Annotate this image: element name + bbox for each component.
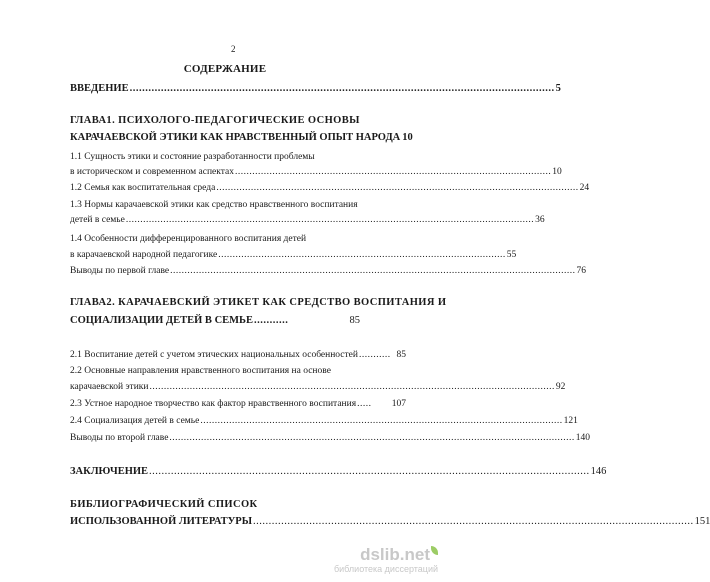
leader-dots: ............................................................................................................................................. [169,433,575,443]
toc-entry-2-2[interactable] [70,381,566,393]
toc-entry-2-1[interactable] [70,349,406,361]
leader-dots: ............................................................................................................................................. [253,516,694,527]
toc-entry-chapter2[interactable] [70,314,406,328]
toc-entry-label: Выводы по второй главе [70,433,169,443]
toc-entry-2-3[interactable] [70,398,406,410]
watermark [334,546,438,574]
leader-dots: .............................................................................................................................. [200,416,563,426]
toc-entry-label: детей в семье [70,215,125,225]
toc-entry-label: карачаевской этики [70,382,149,392]
watermark-brand: dslib.net [360,545,430,564]
toc-page-number: 5 [555,83,561,94]
leader-dots: .............................................................................................................. [235,167,552,177]
toc-page-number: 146 [590,466,607,477]
leaf-icon [431,546,438,555]
leader-dots: ............................................................................................................................................. [149,466,590,477]
toc-page-number: 92 [555,382,566,392]
toc-entry-label: 2.4 Социализация детей в семье [70,416,200,426]
toc-page-number: 10 [402,132,413,143]
chapter1-heading-line1[interactable]: ГЛАВА1. ПСИХОЛОГО-ПЕДАГОГИЧЕСКИЕ ОСНОВЫ [70,115,360,126]
bibliography-heading-line1[interactable]: БИБЛИОГРАФИЧЕСКИЙ СПИСОК [70,499,258,510]
toc-page-number: 36 [535,215,545,225]
watermark-subtitle: библиотека диссертаций [333,564,438,574]
toc-entry-1-4[interactable] [70,249,517,261]
chapter2-heading-line1[interactable]: ГЛАВА2. КАРАЧАЕВСКИЙ ЭТИКЕТ КАК СРЕДСТВО ВОСПИТАНИЯ И [70,297,447,308]
toc-entry-label: в карачаевской народной педагогике [70,250,218,260]
toc-entry-1-4-line1[interactable]: 1.4 Особенности дифференцированного воспитания детей [70,234,307,244]
leader-dots: ..... [357,399,372,409]
leader-dots: ............................................................................................................................................. [170,266,576,276]
leader-dots: ........... [358,350,391,360]
toc-entry-label: ВВЕДЕНИЕ [70,83,129,94]
toc-page-number: 85 [396,350,406,360]
toc-entry-1-2[interactable] [70,182,590,194]
toc-entry-label: ЗАКЛЮЧЕНИЕ [70,466,149,477]
toc-page-number: 85 [349,315,360,326]
toc-page-number: 107 [391,399,406,409]
watermark-logo [334,546,438,564]
toc-page-number: 55 [506,250,517,260]
toc-entry-1-1-line1[interactable]: 1.1 Сущность этики и состояние разработанности проблемы [70,152,315,162]
toc-entry-label: Выводы по первой главе [70,266,170,276]
chapter2-heading-line2: СОЦИАЛИЗАЦИИ ДЕТЕЙ В СЕМЬЕ [70,315,254,326]
toc-entry-label: 2.1 Воспитание детей с учетом этических национальных особенностей [70,350,358,360]
toc-entry-bibliography[interactable] [70,515,710,529]
toc-page-number: 151 [694,516,710,527]
toc-page-number: 140 [575,433,591,443]
toc-entry-2-4[interactable] [70,415,578,427]
toc-entry-label: в историческом и современном аспектах [70,167,234,177]
toc-page-number: 24 [579,183,590,193]
toc-entry-chapter1[interactable] [70,131,413,145]
toc-entry-chapter2-conclusion[interactable] [70,432,591,444]
toc-entry-chapter1-conclusion[interactable] [70,265,586,277]
toc-title: СОДЕРЖАНИЕ [183,63,267,75]
bibliography-heading-line2: ИСПОЛЬЗОВАННОЙ ЛИТЕРАТУРЫ [70,516,253,527]
leader-dots: .................................................................................................... [218,250,506,260]
toc-page-number: 121 [563,416,578,426]
leader-dots: ........................................................................................................................................ [129,83,555,94]
leader-dots: .............................................................................................................................. [216,183,579,193]
toc-entry-1-3[interactable] [70,214,545,226]
leader-dots: ........... [254,315,289,326]
chapter1-heading-line2: КАРАЧАЕВСКОЙ ЭТИКИ КАК НРАВСТВЕННЫЙ ОПЫТ НАРОДА [70,132,401,143]
page-number: 2 [231,44,236,54]
toc-page-number: 76 [576,266,586,276]
toc-entry-1-1[interactable] [70,166,562,178]
toc-entry-2-2-line1[interactable]: 2.2 Основные направления нравственного воспитания на основе [70,366,331,376]
leader-dots: .............................................................................................................................................. [125,215,535,225]
leader-dots: ............................................................................................................................................. [149,382,555,392]
toc-page-number: 10 [552,167,562,177]
toc-entry-final[interactable] [70,465,607,479]
toc-entry-label: 1.2 Семья как воспитательная среда [70,183,216,193]
toc-entry-label: 2.3 Устное народное творчество как фактор нравственного воспитания [70,399,357,409]
toc-entry-intro[interactable] [70,82,561,96]
toc-entry-1-3-line1[interactable]: 1.3 Нормы карачаевской этики как средство нравственного воспитания [70,200,358,210]
